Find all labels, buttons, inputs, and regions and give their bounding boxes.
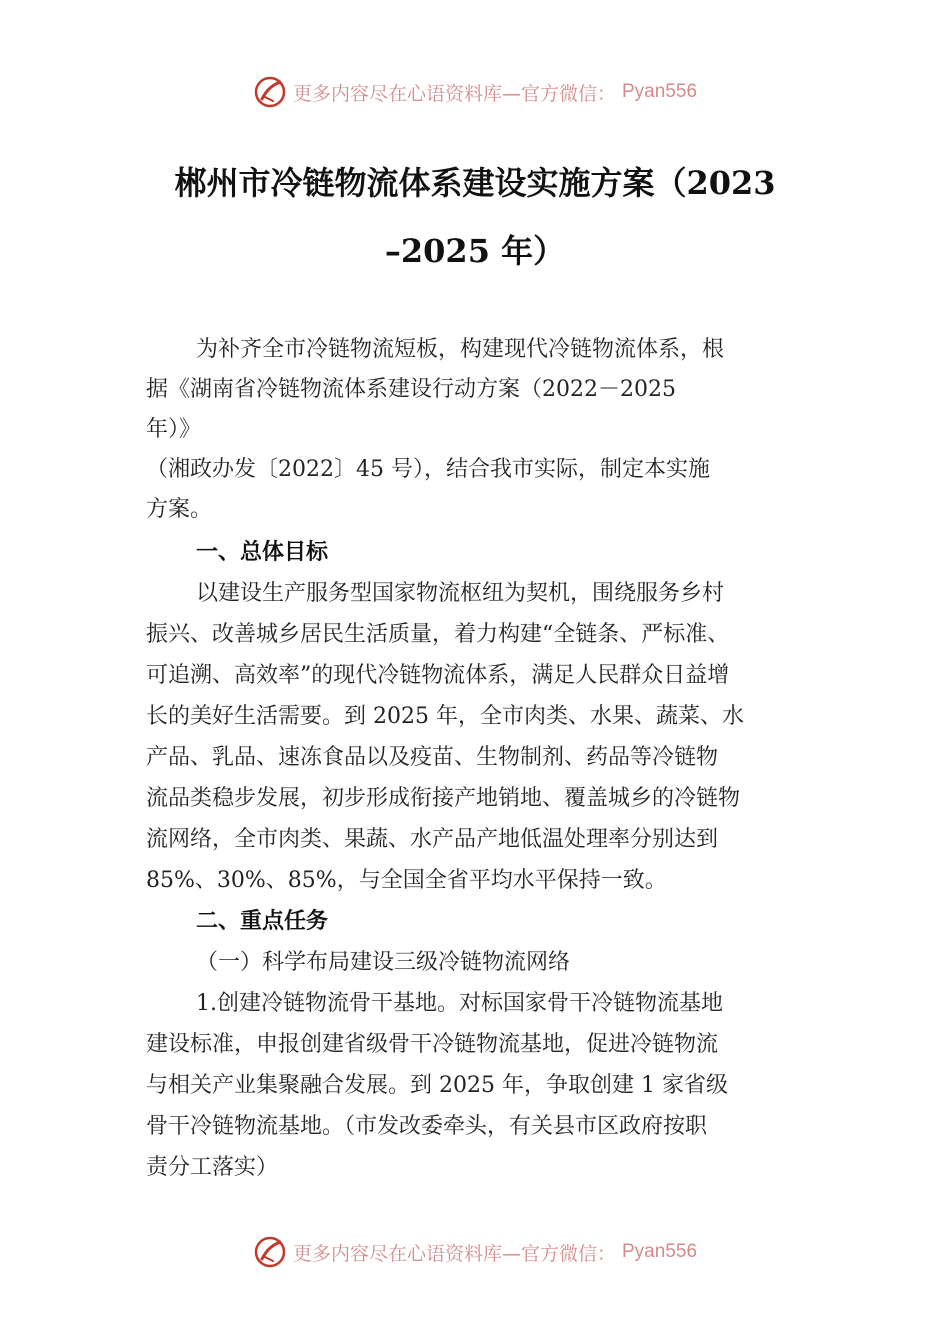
section-heading-key-tasks: 二、重点任务: [196, 908, 329, 934]
paragraph-line: 流品类稳步发展，初步形成衔接产地销地、覆盖城乡的冷链物: [146, 786, 741, 811]
watermark-code: Pyan556: [622, 1241, 698, 1262]
watermark-banner-bottom: [0, 1232, 950, 1272]
paragraph-line: 以建设生产服务型国家物流枢纽为契机，围绕服务乡村: [196, 581, 725, 606]
watermark-text: 更多内容尽在心语资料库—官方微信：: [292, 1242, 616, 1265]
brush-logo-icon: [253, 1235, 287, 1269]
paragraph-line: 责分工落实）: [146, 1155, 279, 1180]
paragraph-line: 长的美好生活需要。到 2025 年，全市肉类、水果、蔬菜、水: [146, 704, 744, 729]
paragraph-line: 产品、乳品、速冻食品以及疫苗、生物制剂、药品等冷链物: [146, 745, 719, 770]
paragraph-line: 方案。: [146, 497, 213, 522]
paragraph-line: 建设标准，申报创建省级骨干冷链物流基地，促进冷链物流: [146, 1032, 719, 1057]
paragraph-line: 1.创建冷链物流骨干基地。对标国家骨干冷链物流基地: [196, 991, 723, 1016]
watermark-text: 更多内容尽在心语资料库—官方微信：: [292, 82, 616, 105]
paragraph-line: 据《湖南省冷链物流体系建设行动方案（2022－2025: [146, 377, 676, 402]
paragraph-line: （湘政办发〔2022〕45 号），结合我市实际，制定本实施: [146, 457, 710, 482]
paragraph-line: 可追溯、高效率”的现代冷链物流体系，满足人民群众日益增: [146, 663, 730, 688]
paragraph-line: 年）》: [146, 417, 202, 442]
paragraph-line: 骨干冷链物流基地。（市发改委牵头，有关县市区政府按职: [146, 1114, 708, 1139]
document-title-line-2: –2025 年）: [384, 232, 566, 270]
paragraph-line: 与相关产业集聚融合发展。到 2025 年，争取创建 1 家省级: [146, 1073, 728, 1098]
subsection-heading: （一）科学布局建设三级冷链物流网络: [196, 950, 571, 975]
document-title-line-1: 郴州市冷链物流体系建设实施方案（2023: [174, 164, 776, 202]
brush-logo-icon: [253, 75, 287, 109]
paragraph-line: 振兴、改善城乡居民生活质量，着力构建“全链条、严标准、: [146, 622, 730, 647]
section-heading-general-goal: 一、总体目标: [196, 539, 329, 565]
paragraph-line: 流网络，全市肉类、果蔬、水产品产地低温处理率分别达到: [146, 827, 719, 852]
watermark-banner-top: [0, 72, 950, 112]
paragraph-line: 为补齐全市冷链物流短板，构建现代冷链物流体系，根: [196, 337, 725, 362]
paragraph-line: 85%、30%、85%，与全国全省平均水平保持一致。: [146, 868, 667, 893]
watermark-code: Pyan556: [622, 81, 698, 102]
